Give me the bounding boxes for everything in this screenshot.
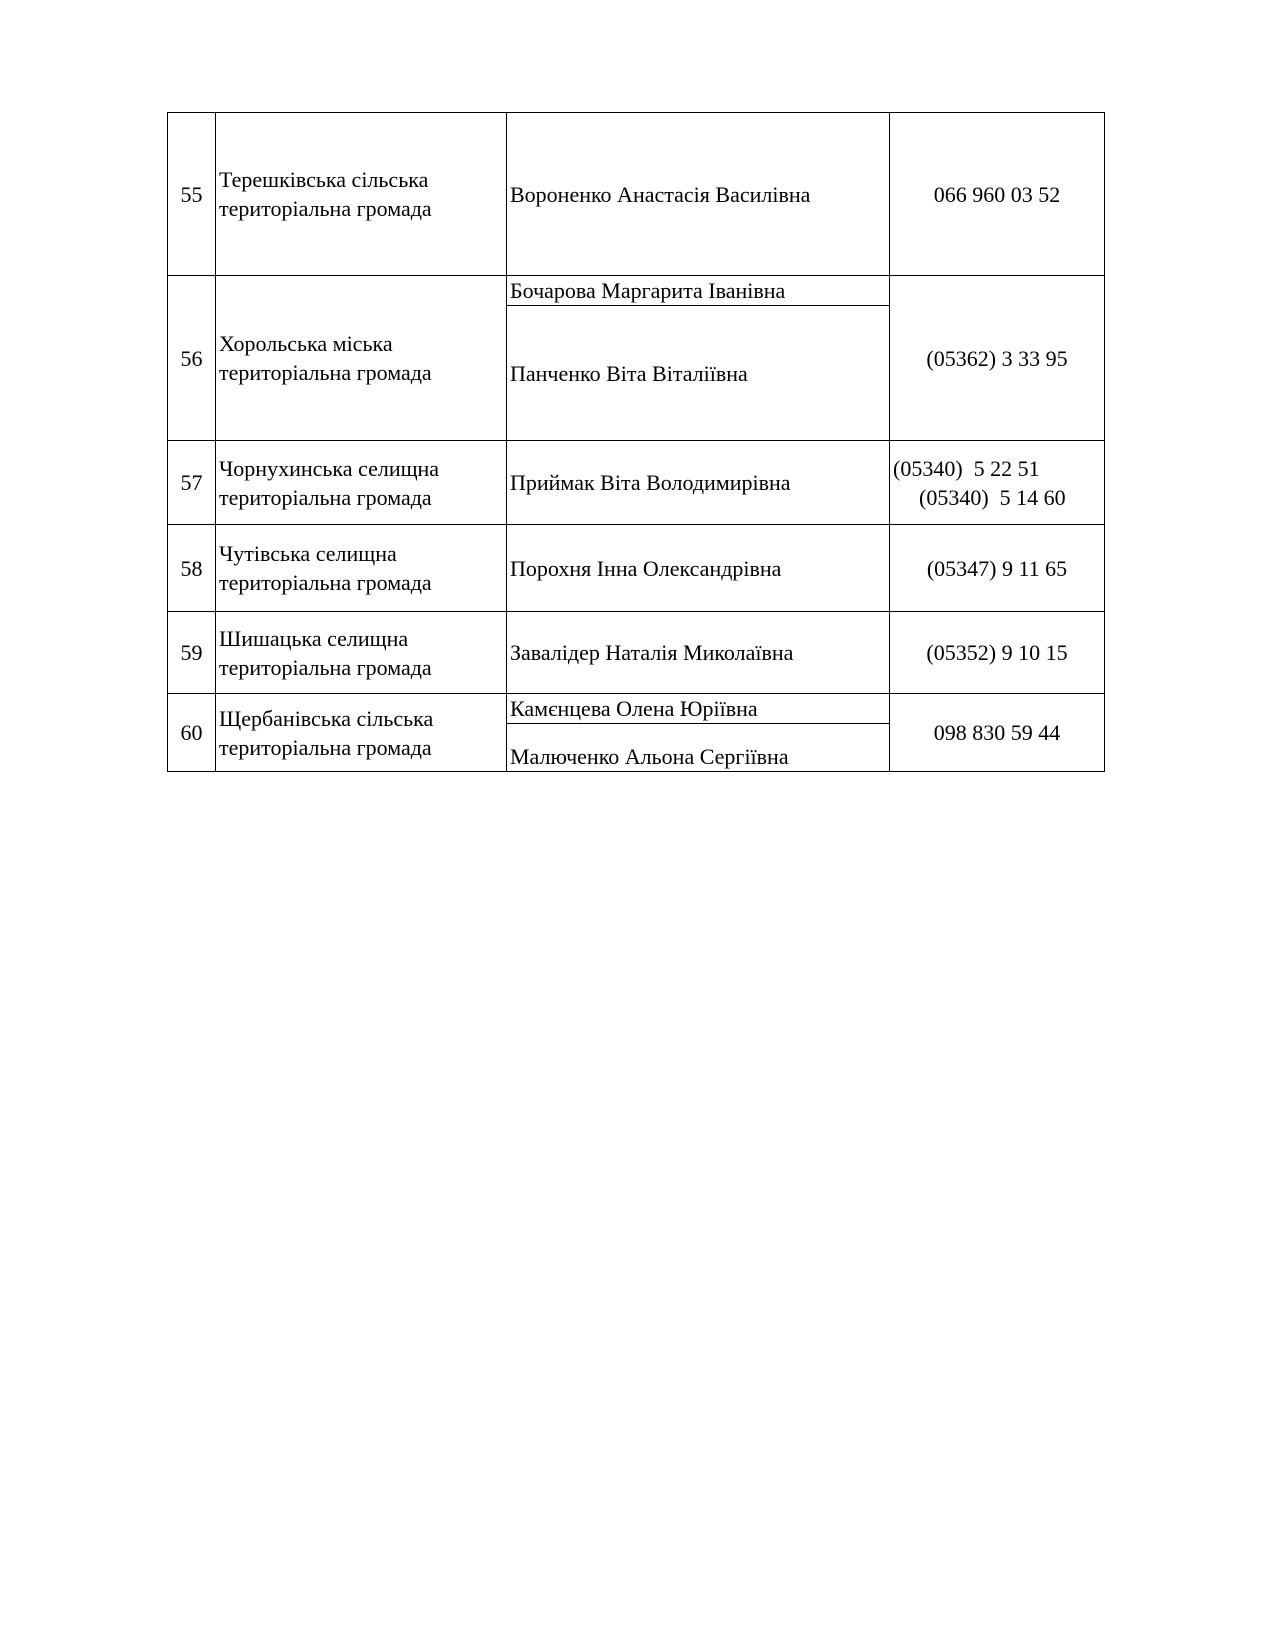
community-name-line: Терешківська сільська [219, 167, 429, 192]
row-number: 60 [168, 694, 216, 772]
phone-number: (05340) 5 22 51 [893, 455, 1040, 481]
table-row [168, 276, 1105, 306]
contact-person: Завалідер Наталія Миколаївна [507, 612, 890, 694]
community-name [216, 612, 507, 694]
phone-number: 066 960 03 52 [890, 113, 1105, 276]
phone-number: (05340) 5 14 60 [919, 484, 1066, 510]
community-name-line: Щербанівська сільська [219, 705, 434, 731]
row-number: 56 [168, 276, 216, 441]
community-name-line: територіальна громада [219, 360, 432, 385]
contact-person: Панченко Віта Віталіївна [507, 306, 890, 441]
community-name [216, 694, 507, 772]
phone-numbers [890, 441, 1105, 525]
contacts-table [167, 112, 1105, 772]
community-name-line: Чорнухинська селищна [219, 455, 440, 481]
table-row [168, 694, 1105, 724]
contact-person: Бочарова Маргарита Іванівна [507, 276, 890, 306]
table-row [168, 612, 1105, 694]
table-row [168, 525, 1105, 612]
community-name-line: Чутівська селищна [219, 541, 397, 566]
community-name [216, 276, 507, 441]
contact-person: Порохня Інна Олександрівна [507, 525, 890, 612]
community-name [216, 113, 507, 276]
community-name-line: територіальна громада [219, 196, 432, 221]
table-row [168, 113, 1105, 276]
community-name-line: Хорольська міська [219, 331, 393, 356]
row-number: 59 [168, 612, 216, 694]
row-number: 55 [168, 113, 216, 276]
contact-person: Камєнцева Олена Юріївна [507, 694, 890, 724]
community-name-line: територіальна громада [219, 570, 432, 595]
phone-number: 098 830 59 44 [890, 694, 1105, 772]
phone-number: (05362) 3 33 95 [890, 276, 1105, 441]
row-number: 57 [168, 441, 216, 525]
community-name-line: Шишацька селищна [219, 625, 409, 651]
phone-number: (05352) 9 10 15 [890, 612, 1105, 694]
community-name [216, 525, 507, 612]
community-name [216, 441, 507, 525]
contact-person: Приймак Віта Володимирівна [507, 441, 890, 525]
row-number: 58 [168, 525, 216, 612]
contact-person: Вороненко Анастасія Василівна [507, 113, 890, 276]
community-name-line: територіальна громада [219, 734, 432, 760]
table-row [168, 441, 1105, 525]
contact-person: Малюченко Альона Сергіївна [507, 724, 890, 772]
community-name-line: територіальна громада [219, 654, 432, 680]
phone-number: (05347) 9 11 65 [890, 525, 1105, 612]
community-name-line: територіальна громада [219, 484, 432, 510]
